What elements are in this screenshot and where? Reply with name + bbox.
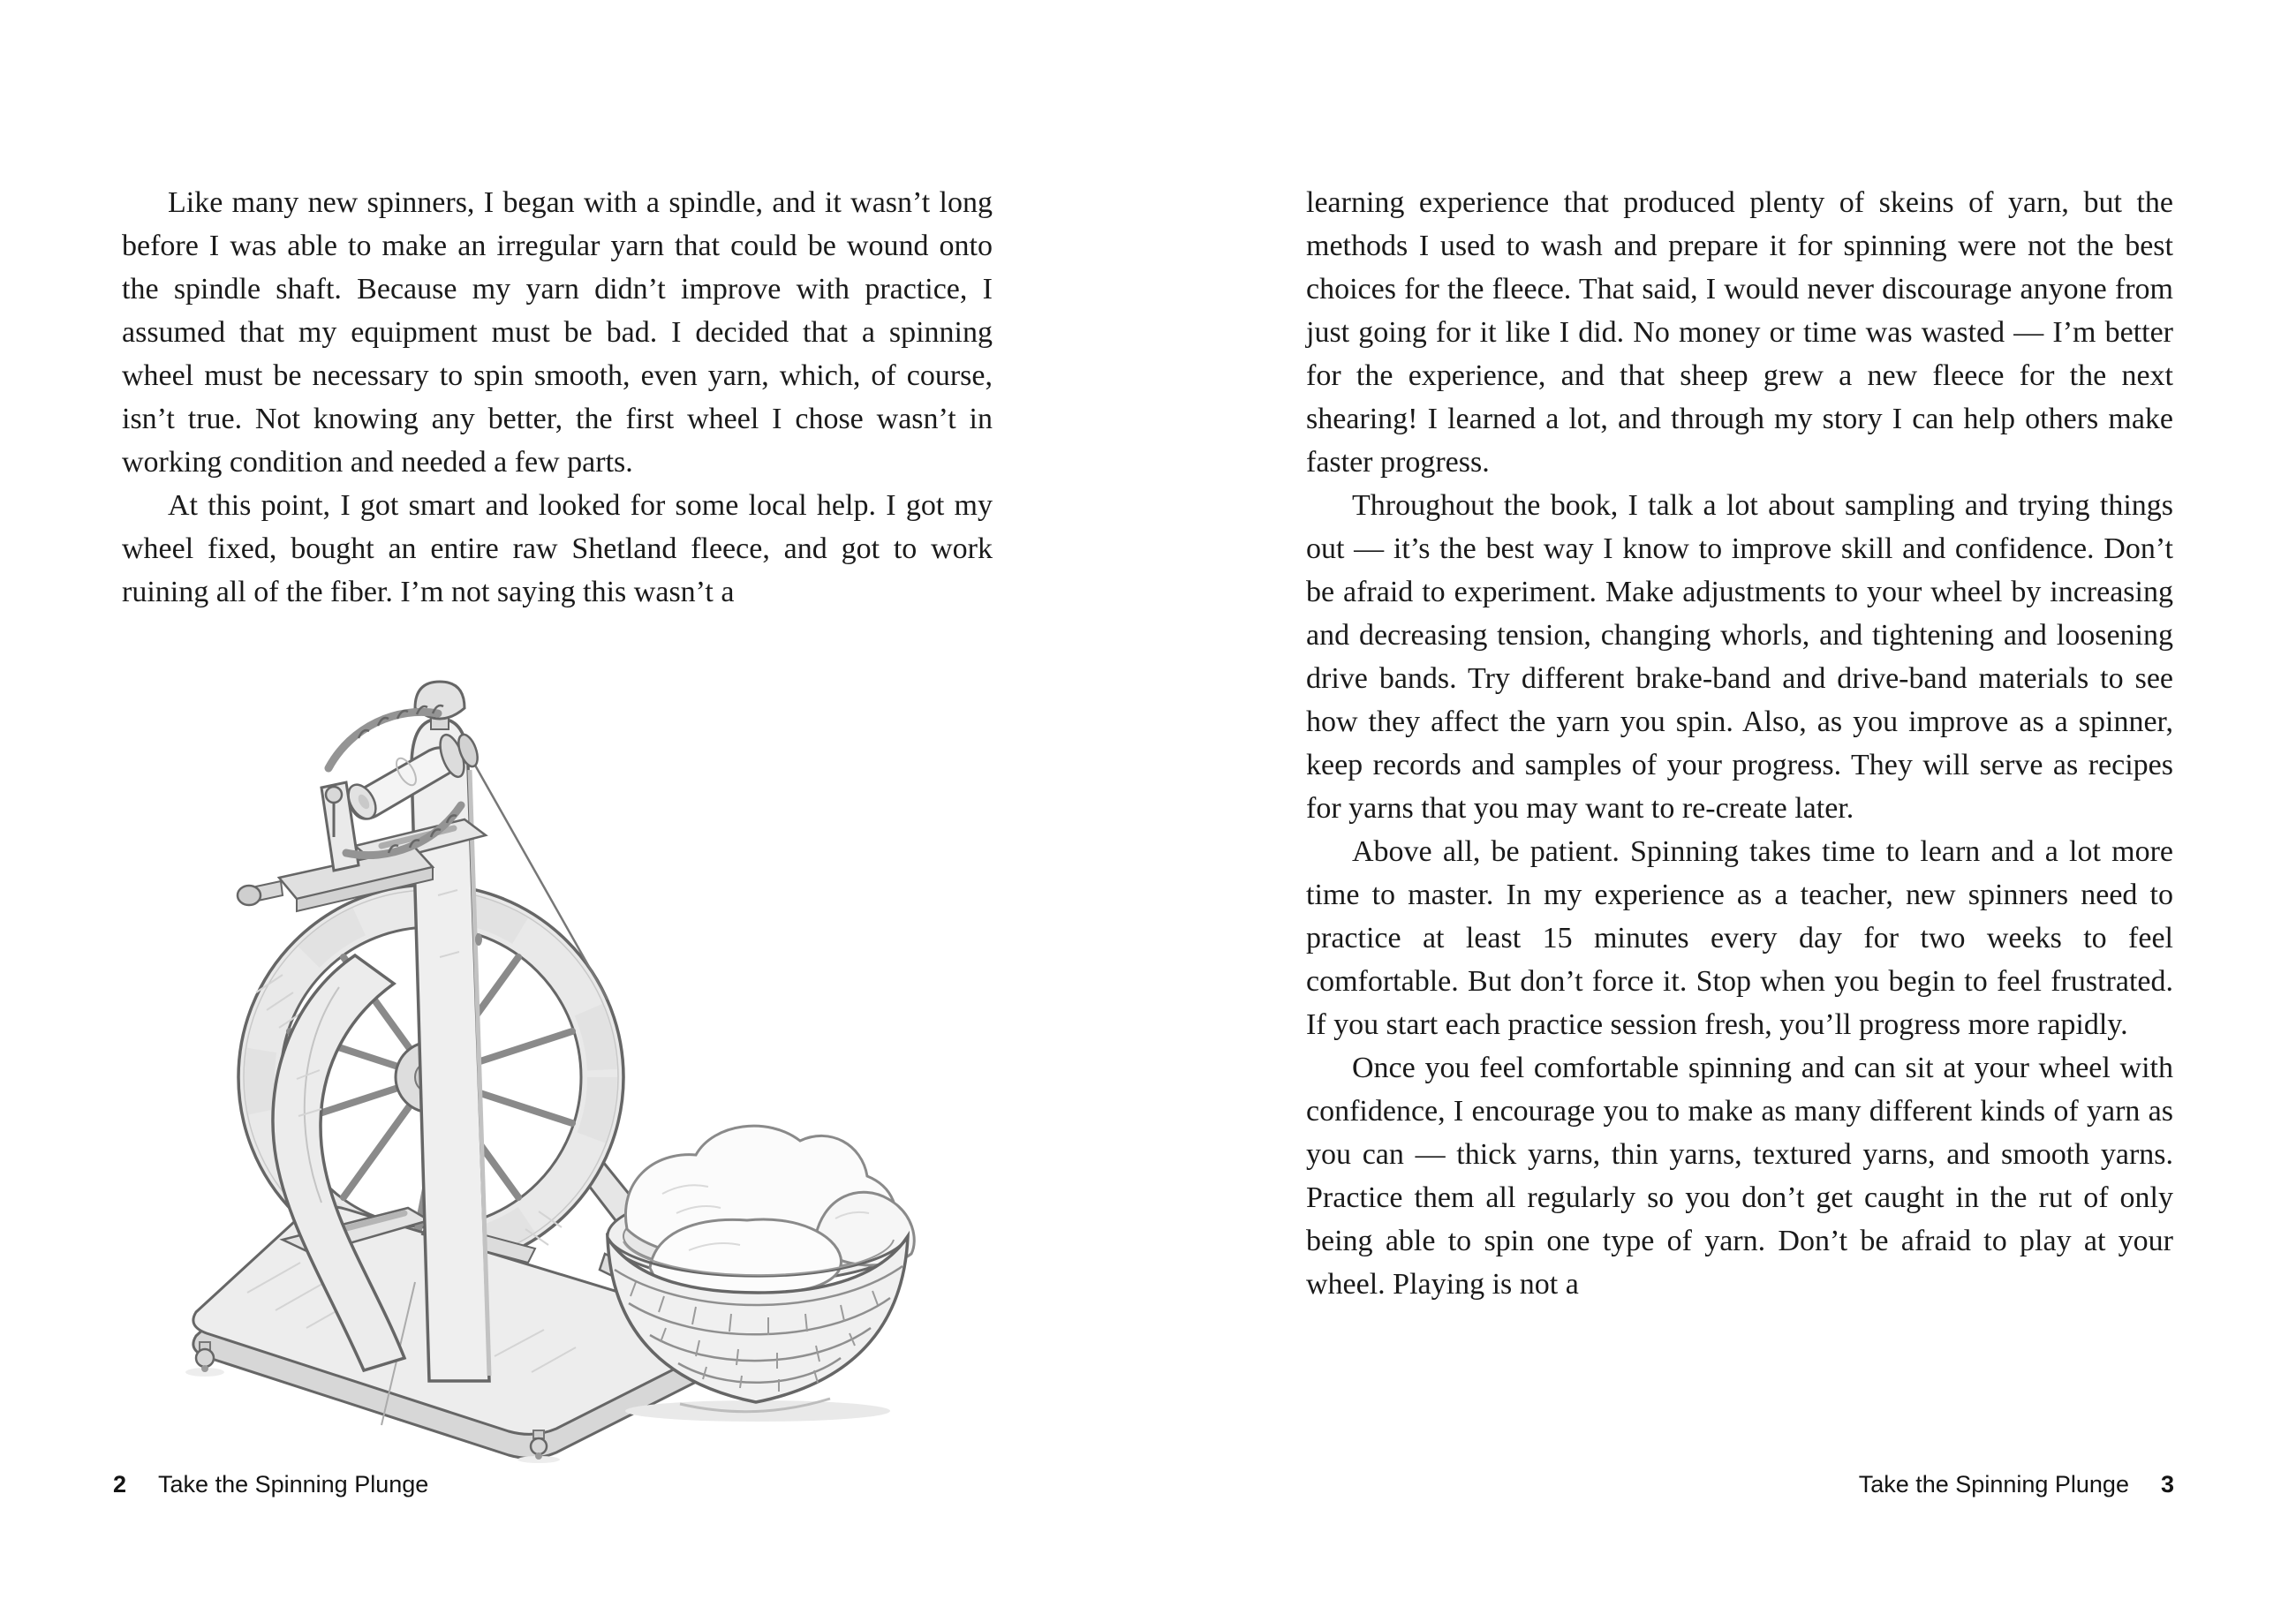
left-page-text xyxy=(122,181,993,614)
body-paragraph: Above all, be patient. Spinning takes time to learn and a lot more time to master. In my experience as a teacher, new spinners need to practice at least 15 minutes every day for two weeks to feel comfortable. But don’t force it. Stop when you begin to feel frustrated. If you start each practice session fresh, you’ll progress more rapidly. xyxy=(1306,835,2173,1041)
right-page-text xyxy=(1306,181,2173,1306)
running-title: Take the Spinning Plunge xyxy=(1858,1471,2129,1498)
running-title: Take the Spinning Plunge xyxy=(158,1471,429,1498)
spinning-wheel-illustration xyxy=(124,664,1024,1463)
left-page-footer xyxy=(113,1471,428,1498)
tension-knob xyxy=(238,886,261,905)
page-number: 3 xyxy=(2160,1471,2174,1498)
body-paragraph: Throughout the book, I talk a lot about sampling and trying things out — it’s the best way I know to improve skill and confidence. Don’t be afraid to experiment. Make adjustments to your wheel by increasing and decreasing tension, changing whorls, and tightening and loosening drive bands. Try different brake-band and drive-band materials to see how they affect the yarn you spin. Also, as you improve as a spinner, keep records and samples of your progress. They will serve as recipes for yarns that you may want to re-create later. xyxy=(1306,489,2173,825)
body-paragraph: learning experience that produced plenty of skeins of yarn, but the methods I used to wash and prepare it for spinning were not the best choices for the fleece. That said, I would never discourage anyone from just going for it like I did. No money or time was wasted — I’m better for the experience, and that sheep grew a new fleece for the next shearing! I learned a lot, and through my story I can help others make faster progress. xyxy=(1306,186,2173,479)
page-number: 2 xyxy=(113,1471,127,1498)
body-paragraph: At this point, I got smart and looked for some local help. I got my wheel fixed, bought an entire raw Shetland fleece, and got to work ruining all of the fiber. I’m not saying this wasn’t a xyxy=(122,489,993,608)
body-paragraph: Like many new spinners, I began with a spindle, and it wasn’t long before I was able to make an irregular yarn that could be wound onto the spindle shaft. Because my yarn didn’t improve with practice, I assumed that my equipment must be bad. I decided that a spinning wheel must be necessary to spin smooth, even yarn, which, of course, isn’t true. Not knowing any better, the first wheel I chose wasn’t in working condition and needed a few parts. xyxy=(122,186,993,479)
illustration-svg xyxy=(124,664,1024,1463)
maiden-pivot xyxy=(326,787,342,803)
body-paragraph: Once you feel comfortable spinning and can sit at your wheel with confidence, I encourage you to make as many different kinds of yarn as you can — thick yarns, thin yarns, textured yarns, and smooth yarns. Practice them all regularly so you don’t get caught in the rut of only being able to spin one type of yarn. Don’t be afraid to play at your wheel. Playing is not a xyxy=(1306,1052,2173,1301)
right-page-footer xyxy=(1859,1471,2174,1498)
